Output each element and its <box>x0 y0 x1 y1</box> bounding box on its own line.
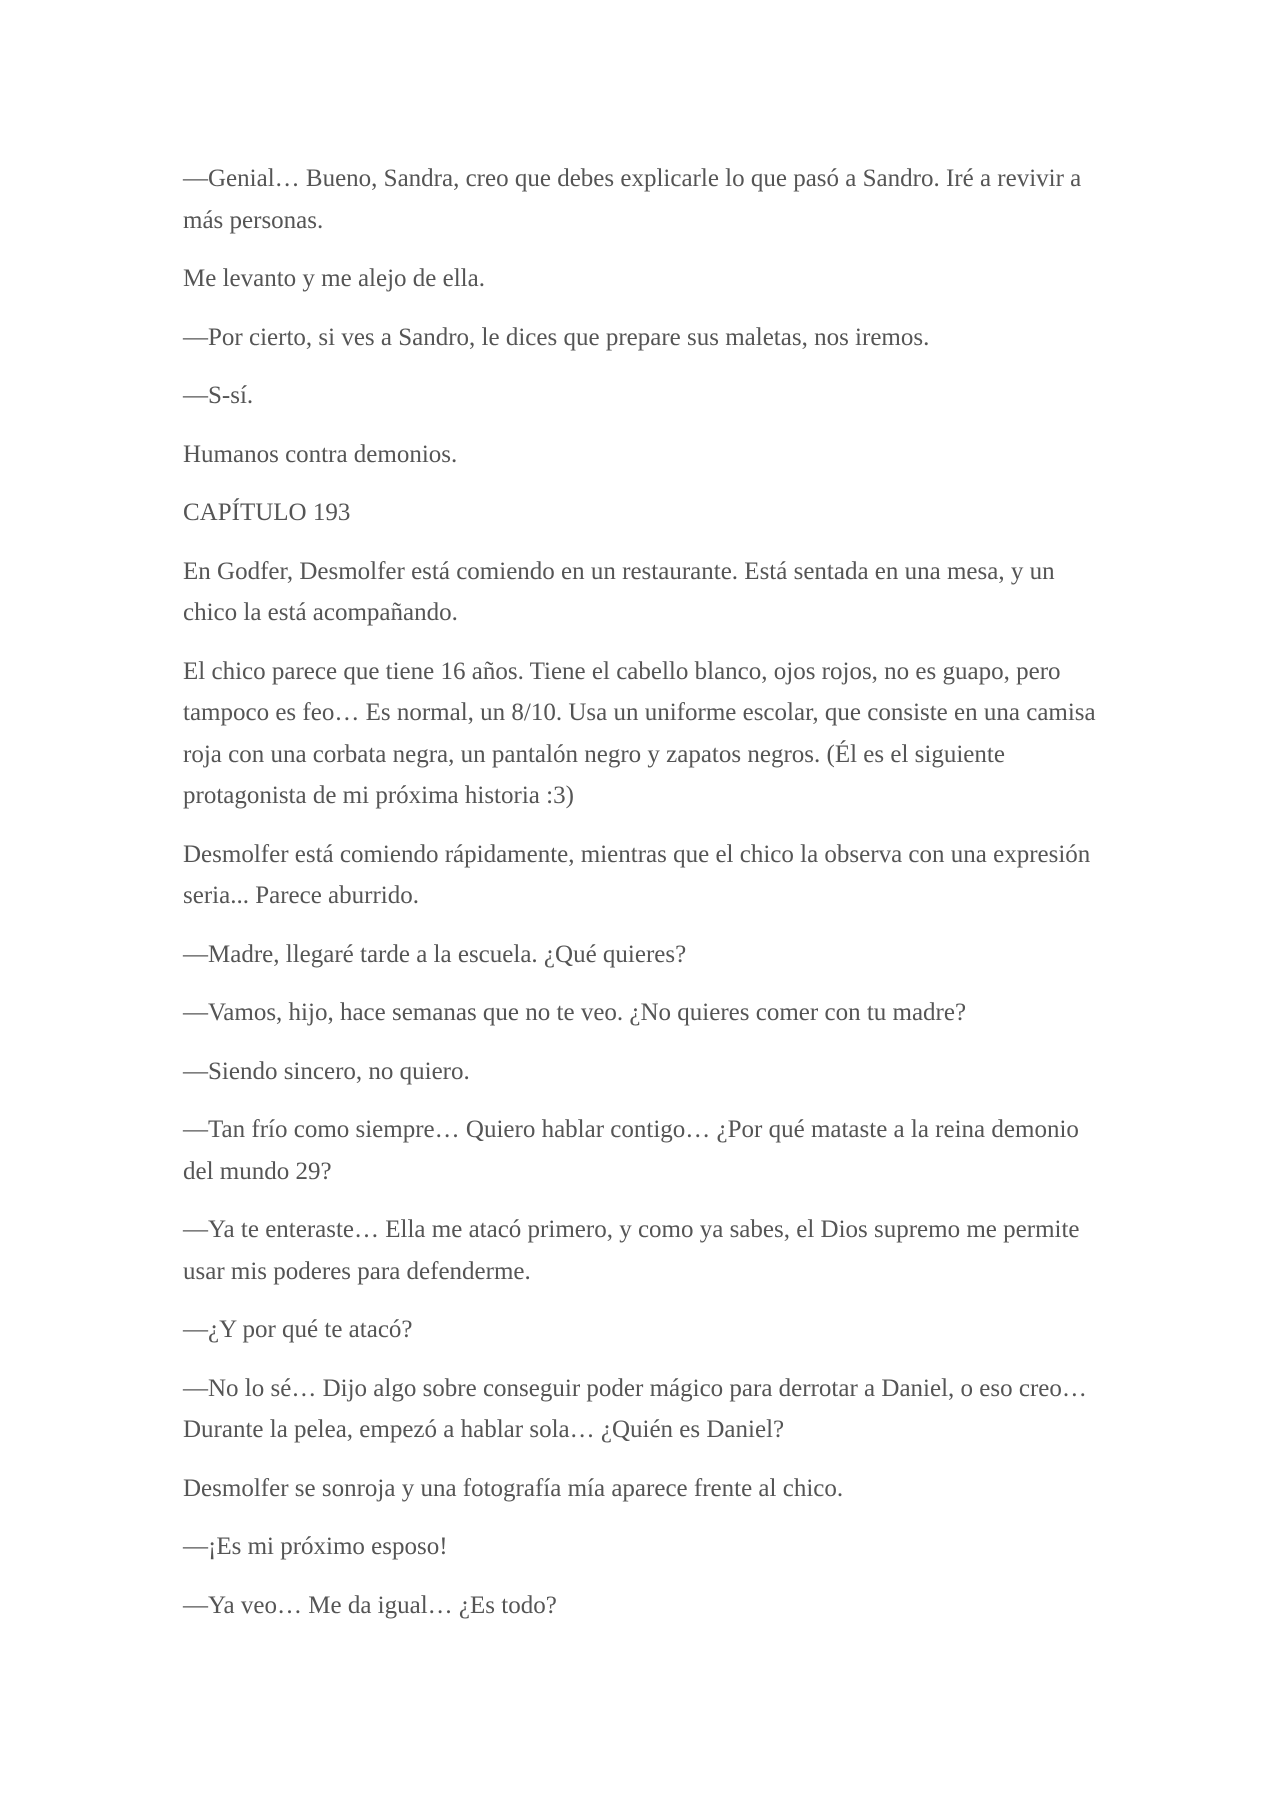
paragraph-dialogue-ya-veo: —Ya veo… Me da igual… ¿Es todo? <box>183 1591 557 1619</box>
chapter-heading: CAPÍTULO 193 <box>183 499 351 526</box>
paragraph-dialogue-siendo-sincero: —Siendo sincero, no quiero. <box>183 1057 470 1085</box>
paragraph-dialogue-tan-frio: —Tan frío como siempre… Quiero hablar contigo… ¿Por qué mataste a la reina demonio del mundo 29? <box>183 1116 1079 1185</box>
paragraph-dialogue-s-si: —S-sí. <box>183 382 254 409</box>
document-body <box>183 158 1103 1643</box>
paragraph-narration-godfer: En Godfer, Desmolfer está comiendo en un restaurante. Está sentada en una mesa, y un chico la está acompañando. <box>183 557 1055 626</box>
paragraph-dialogue-por-cierto: —Por cierto, si ves a Sandro, le dices que prepare sus maletas, nos iremos. <box>183 323 930 351</box>
paragraph-chapter-end-title: Humanos contra demonios. <box>183 440 458 468</box>
paragraph-narration-chico: El chico parece que tiene 16 años. Tiene el cabello blanco, ojos rojos, no es guapo, pero tampoco es feo… Es normal, un 8/10. Usa un uniforme escolar, que consiste en una camisa roja con una corbata negra, un pantalón negro y zapatos negros. (Él es el siguiente protagonista de mi próxima historia :3) <box>183 657 1096 809</box>
paragraph-narration-sonroja: Desmolfer se sonroja y una fotografía mía aparece frente al chico. <box>183 1474 844 1502</box>
paragraph-dialogue-genial: —Genial… Bueno, Sandra, creo que debes explicarle lo que pasó a Sandro. Iré a revivir a más personas. <box>183 165 1082 234</box>
paragraph-dialogue-por-que-te-ataco: —¿Y por qué te atacó? <box>183 1316 413 1343</box>
paragraph-dialogue-ya-te-enteraste: —Ya te enteraste… Ella me atacó primero, y como ya sabes, el Dios supremo me permite usar mis poderes para defenderme. <box>183 1216 1080 1285</box>
paragraph-narration-desmolfer-comiendo: Desmolfer está comiendo rápidamente, mientras que el chico la observa con una expresión seria... Parece aburrido. <box>183 840 1091 909</box>
paragraph-dialogue-no-lo-se: —No lo sé… Dijo algo sobre conseguir poder mágico para derrotar a Daniel, o eso creo… Durante la pelea, empezó a hablar sola… ¿Quién es Daniel? <box>183 1374 1087 1443</box>
paragraph-narration-me-levanto: Me levanto y me alejo de ella. <box>183 265 485 292</box>
paragraph-dialogue-vamos-hijo: —Vamos, hijo, hace semanas que no te veo. ¿No quieres comer con tu madre? <box>183 999 967 1026</box>
paragraph-dialogue-madre: —Madre, llegaré tarde a la escuela. ¿Qué quieres? <box>183 940 687 968</box>
paragraph-dialogue-proximo-esposo: —¡Es mi próximo esposo! <box>183 1533 448 1560</box>
